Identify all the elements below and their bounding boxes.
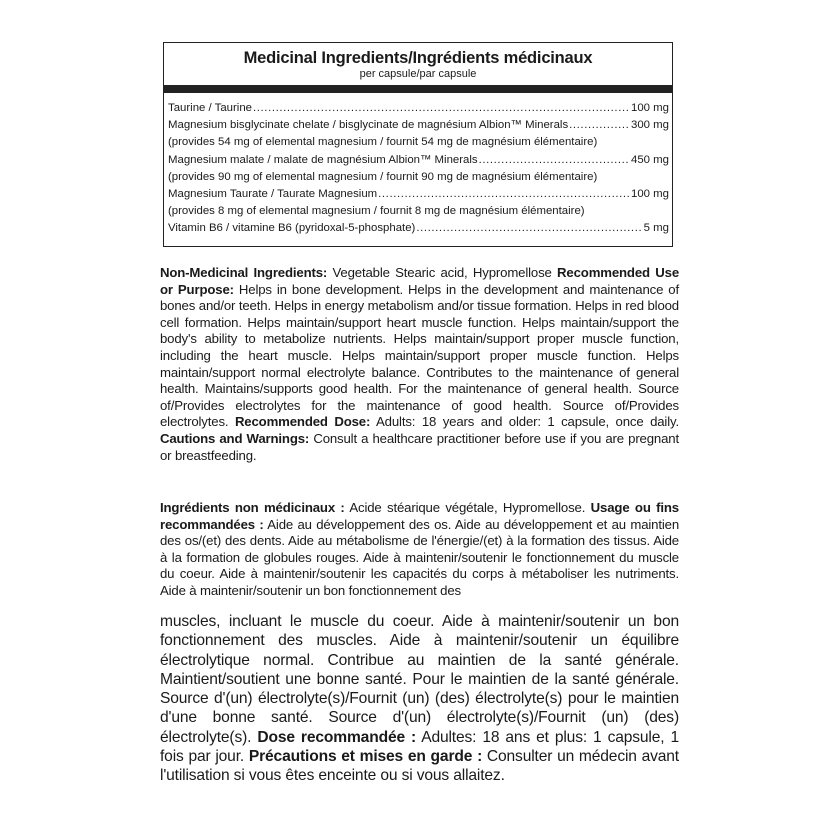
ingredient-name: Magnesium bisglycinate chelate / bisglycinate de magnésium Albion™ Minerals [168, 119, 569, 132]
ingredient-row-taurine [168, 100, 669, 117]
ingredient-row-magnesium-taurate [168, 186, 669, 203]
ingredient-list [164, 93, 672, 238]
leader-dots [479, 152, 630, 169]
ingredient-row-vitamin-b6 [168, 220, 669, 237]
medicinal-ingredients-title: Medicinal Ingredients/Ingrédients médicinaux [243, 49, 593, 67]
recommended-dose-heading: Recommended Dose: [234, 414, 371, 430]
french-label-paragraph-continued [160, 612, 679, 786]
leader-dots [569, 117, 630, 134]
recommended-dose-text: Adults: 18 years and older: 1 capsule, once daily. [370, 414, 679, 430]
non-medicinal-heading: Non-Medicinal Ingredients: [160, 265, 328, 280]
medicinal-ingredients-box [163, 42, 673, 247]
ingredient-row-magnesium-malate [168, 152, 669, 169]
medicinal-ingredients-subtitle: per capsule/par capsule [359, 68, 477, 80]
ingredient-note: (provides 54 mg of elemental magnesium / fournit 54 mg de magnésium élémentaire) [168, 136, 598, 149]
cautions-text-fr: Consulter un médecin avant l'utilisation si vous êtes enceinte ou si vous allaitez. [160, 748, 679, 785]
ingredient-name: Magnesium malate / malate de magnésium Albion™ Minerals [168, 153, 478, 166]
non-medicinal-text: Vegetable Stearic acid, Hypromellose [327, 265, 558, 280]
ingredient-note: (provides 90 mg of elemental magnesium / fournit 90 mg de magnésium élémentaire) [168, 170, 598, 183]
recommended-dose-heading-fr: Dose recommandée : [257, 728, 417, 746]
ingredient-name: Vitamin B6 / vitamine B6 (pyridoxal-5-phosphate) [168, 222, 416, 235]
cautions-heading: Cautions and Warnings: [160, 430, 310, 446]
leader-dots [416, 220, 642, 237]
ingredient-row-magnesium-bisglycinate [168, 117, 669, 134]
ingredient-amount: 100 mg [631, 188, 669, 201]
recommended-dose-text-fr: Adultes: 18 ans et plus: 1 capsule, 1 fois par jour. [160, 728, 679, 766]
recommended-use-heading-fr: Usage ou fins recommandées : [160, 500, 679, 532]
ingredient-note: (provides 8 mg of elemental magnesium / fournit 8 mg de magnésium élémentaire) [168, 205, 585, 218]
ingredient-amount: 5 mg [643, 222, 669, 235]
cautions-text: Consult a healthcare practitioner before use if you are pregnant or breastfeeding. [160, 430, 679, 463]
non-medicinal-heading-fr: Ingrédients non médicinaux : [160, 500, 345, 515]
french-label-paragraph [160, 500, 679, 600]
cautions-heading-fr: Précautions et mises en garde : [248, 748, 483, 766]
ingredient-amount: 450 mg [631, 153, 669, 166]
ingredient-name: Taurine / Taurine [168, 102, 253, 114]
leader-dots [378, 186, 630, 203]
ingredient-name: Magnesium Taurate / Taurate Magnesium [168, 188, 378, 201]
recommended-use-heading: Recommended Use or Purpose: [160, 265, 679, 297]
leader-dots [253, 100, 630, 117]
ingredient-amount: 100 mg [631, 102, 669, 114]
ingredient-amount: 300 mg [631, 119, 669, 132]
recommended-use-text-fr-continued: muscles, incluant le muscle du coeur. Aide à maintenir/soutenir un bon fonctionnement des muscles. Aide à maintenir/soutenir un équilibre électrolytique normal. Contribue au maintien de la santé générale. Maintient/soutient une bonne santé. Pour le maintien de la santé générale. Source d'(un) électrolyte(s)/Fournit (un) (des) électrolyte(s) pour le maintien d'une bonne santé. Source d'(un) électrolyte(s)/Fournit (un) (des) électrolyte(s). [160, 613, 679, 746]
title-divider-bar [164, 85, 672, 93]
recommended-use-text: Helps in bone development. Helps in the development and maintenance of bones and/or teeth. Helps in energy metabolism and/or tissue formation. Helps in red blood cell formation. Helps maintain/support heart muscle function. Helps maintain/support the body's ability to metabolize nutrients. Helps maintain/support proper muscle function, including the heart muscle. Helps maintain/support proper muscle function. Helps maintain/support normal electrolyte balance. Contributes to the maintenance of general health. Maintains/supports good health. For the maintenance of general health. Source of/Provides electrolytes for the maintenance of good health. Source of/Provides electrolytes. [160, 281, 679, 430]
non-medicinal-text-fr: Acide stéarique végétale, Hypromellose. [344, 500, 591, 515]
english-label-paragraph [160, 265, 679, 464]
recommended-use-text-fr: Aide au développement des os. Aide au développement et au maintien des os/(et) des dents. Aide au métabolisme de l'énergie/(et) à la formation des tissus. Aide à la formation de globules rouges. Aide à maintenir/soutenir le fonctionnement du muscle du coeur. Aide à maintenir/soutenir les capacités du corps à métaboliser les nutriments. Aide à maintenir/soutenir un bon fonctionnement des [160, 516, 680, 598]
